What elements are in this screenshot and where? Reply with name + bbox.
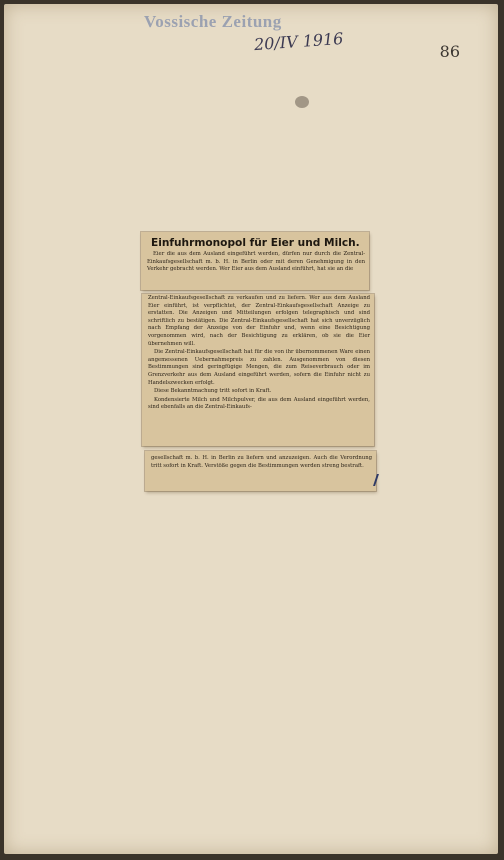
clipping-paragraph-1: Zentral-Einkaufsgesellschaft zu verkaufen und zu liefern. Wer aus dem Ausland Eier einführt, ist verpflichtet, der Zentral-Einkaufsgesellschaft Anzeige zu erstatten. Die Anzeigen und Mitteilungen erfolgen telegraphisch und sind schriftlich zu bestätigen. Die Zentral-Einkaufsgesellschaft hat sich unverzüglich nach Empfang der Anzeige von der Einfuhr und, wenn eine Besichtigung vorgenommen wird, nach der Besichtigung zu erklären, ob sie die Eier übernehmen will. [148,295,370,347]
clipping-paragraph-4: Kondensierte Milch und Milchpulver, die aus dem Ausland eingeführt werden, sind ebenfalls an die Zentral-Einkaufs- [148,396,370,411]
clipping-intro: Eier die aus dem Ausland eingeführt werden, dürfen nur durch die Zentral-Einkaufsgesellschaft m. b. H. in Berlin oder mit deren Genehmigung in den Verkehr gebracht werden. Wer Eier aus dem Ausland einführt, hat sie an die [147,251,365,273]
clipping-part-1 [141,232,369,290]
clipping-part-3 [145,451,376,491]
handwritten-date: 20/IV 1916 [253,28,344,55]
archive-page [4,4,498,854]
clipping-paragraph-3: Diese Bekanntmachung tritt sofort in Kraft. [154,388,272,395]
clipping-continuation: gesellschaft m. b. H. in Berlin zu liefern und anzuzeigen. Auch die Verordnung tritt sofort in Kraft. Verstöße gegen die Bestimmungen werden streng bestraft. [151,455,372,469]
clipping-paragraph-2: Die Zentral-Einkaufsgesellschaft hat für die von ihr übernommenen Ware einen angemessenen Uebernahmepreis zu zahlen. Ausgenommen von diesen Bestimmungen sind geringfügige Mengen, die zum Reiseverbrauch oder im Grenzverkehr aus dem Ausland eingeführt werden, sofern die Einfuhr nicht zu Handelszwecken erfolgt. [148,349,370,386]
clipping-part-2 [142,294,374,446]
page-number: 86 [439,42,460,61]
clipping-headline: Einfuhrmonopol für Eier und Milch. [151,237,360,249]
newspaper-stamp: Vossische Zeitung [144,12,282,31]
ink-spot [295,96,309,108]
pencil-mark [362,474,379,486]
